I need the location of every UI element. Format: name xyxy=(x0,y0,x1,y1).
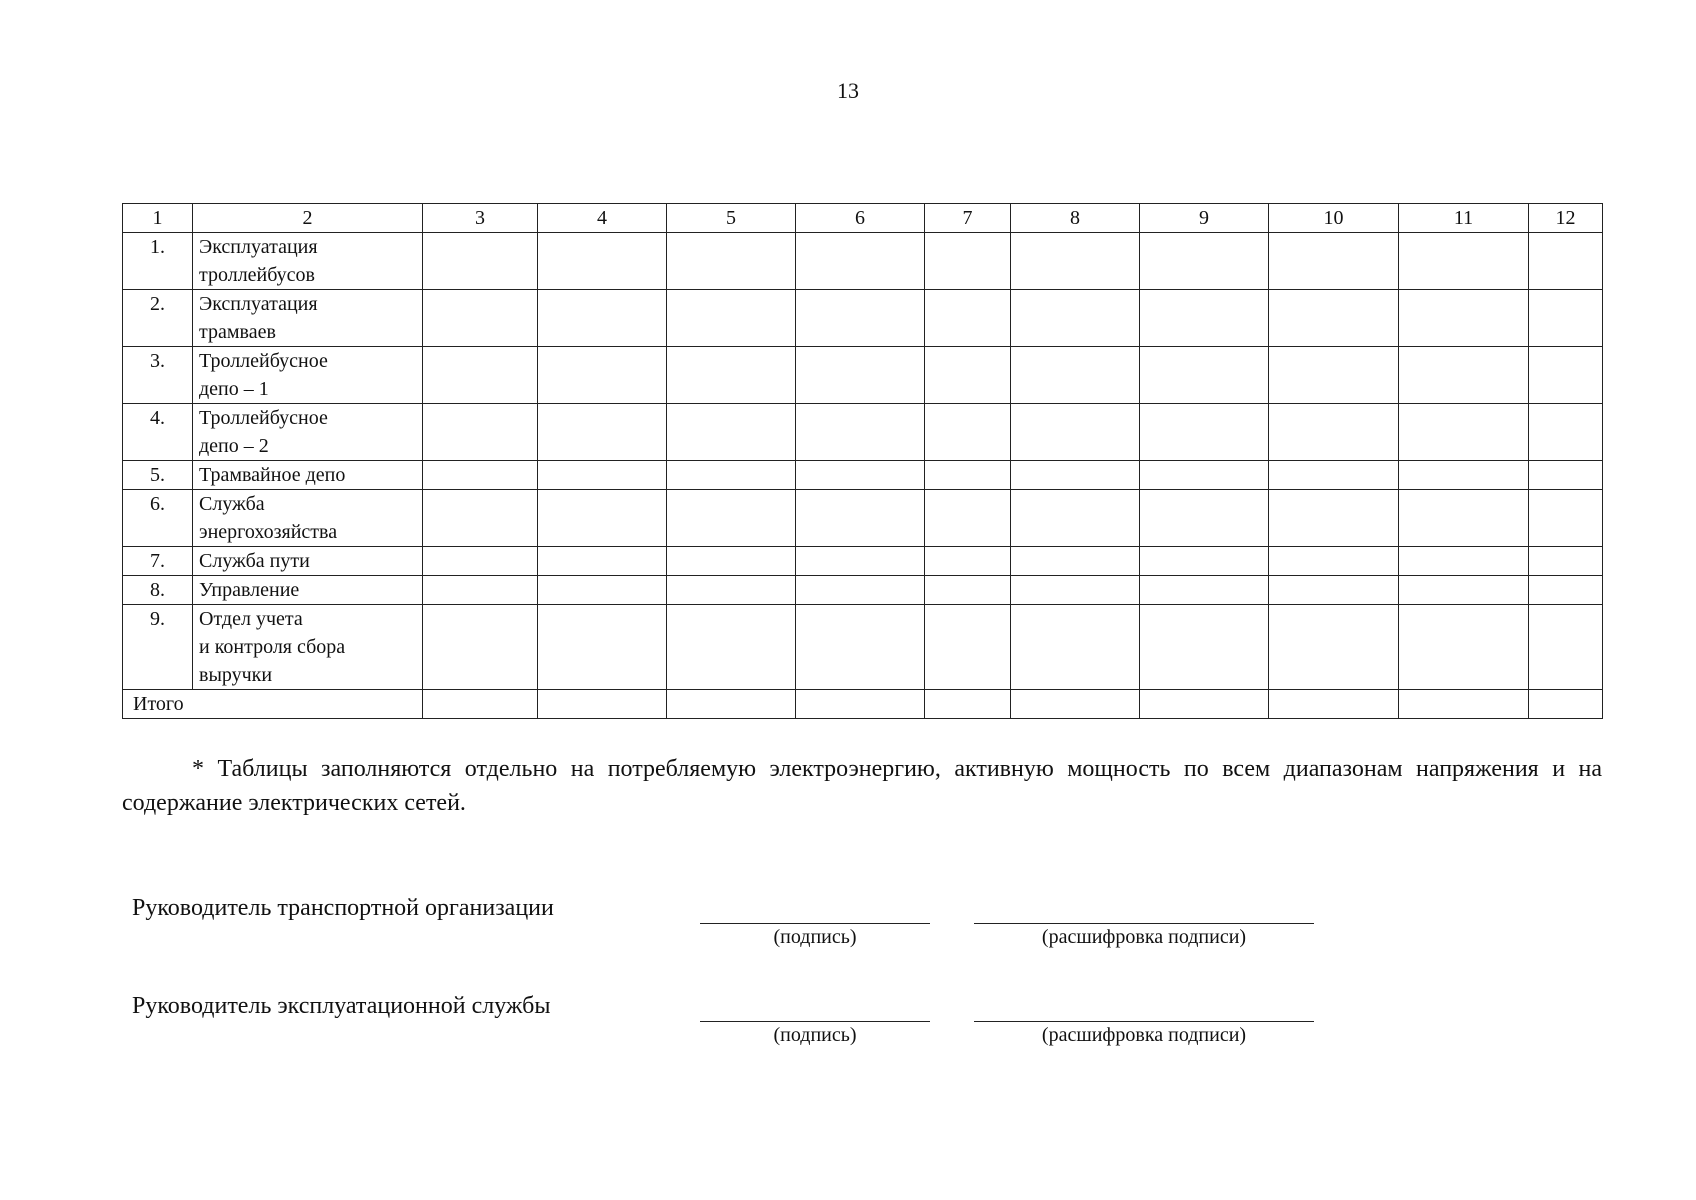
row-name-line: Служба xyxy=(199,493,265,515)
empty-cell[interactable] xyxy=(423,690,538,719)
signature-title: Руководитель транспортной организации xyxy=(132,895,554,921)
empty-cell[interactable] xyxy=(925,404,1011,461)
empty-cell[interactable] xyxy=(423,605,538,690)
empty-cell[interactable] xyxy=(423,233,538,290)
row-name xyxy=(193,347,423,404)
empty-cell[interactable] xyxy=(667,490,796,547)
empty-cell[interactable] xyxy=(1269,605,1399,690)
column-header: 7 xyxy=(925,204,1011,233)
empty-cell[interactable] xyxy=(925,290,1011,347)
empty-cell[interactable] xyxy=(796,605,925,690)
table-row xyxy=(123,461,1603,490)
empty-cell[interactable] xyxy=(1140,404,1269,461)
empty-cell[interactable] xyxy=(423,547,538,576)
empty-cell[interactable] xyxy=(1140,461,1269,490)
empty-cell[interactable] xyxy=(925,233,1011,290)
empty-cell[interactable] xyxy=(423,490,538,547)
empty-cell[interactable] xyxy=(1140,576,1269,605)
row-name xyxy=(193,490,423,547)
row-name xyxy=(193,576,423,605)
column-header: 1 xyxy=(123,204,193,233)
empty-cell[interactable] xyxy=(1399,605,1529,690)
empty-cell[interactable] xyxy=(1011,490,1140,547)
empty-cell[interactable] xyxy=(1269,461,1399,490)
row-number: 2. xyxy=(123,290,193,347)
empty-cell[interactable] xyxy=(925,347,1011,404)
table-row xyxy=(123,547,1603,576)
empty-cell[interactable] xyxy=(423,404,538,461)
row-name xyxy=(193,290,423,347)
empty-cell[interactable] xyxy=(1399,547,1529,576)
empty-cell[interactable] xyxy=(1140,347,1269,404)
empty-cell[interactable] xyxy=(1269,347,1399,404)
empty-cell[interactable] xyxy=(1529,233,1603,290)
empty-cell[interactable] xyxy=(1011,290,1140,347)
empty-cell[interactable] xyxy=(1399,233,1529,290)
row-name xyxy=(193,404,423,461)
row-name-line: Управление xyxy=(199,579,300,601)
empty-cell[interactable] xyxy=(423,461,538,490)
empty-cell[interactable] xyxy=(538,576,667,605)
empty-cell[interactable] xyxy=(1269,233,1399,290)
empty-cell[interactable] xyxy=(1529,461,1603,490)
row-number: 8. xyxy=(123,576,193,605)
row-name-line: Трамвайное депо xyxy=(199,464,346,486)
empty-cell[interactable] xyxy=(796,461,925,490)
empty-cell[interactable] xyxy=(1399,347,1529,404)
table-row xyxy=(123,605,1603,690)
row-name xyxy=(193,605,423,690)
row-number: 3. xyxy=(123,347,193,404)
empty-cell[interactable] xyxy=(667,290,796,347)
row-name-line: Отдел учета xyxy=(199,608,303,630)
total-row xyxy=(123,690,1603,719)
row-number: 4. xyxy=(123,404,193,461)
column-header: 4 xyxy=(538,204,667,233)
empty-cell[interactable] xyxy=(1140,290,1269,347)
empty-cell[interactable] xyxy=(1140,490,1269,547)
column-header: 2 xyxy=(193,204,423,233)
empty-cell[interactable] xyxy=(1011,404,1140,461)
empty-cell[interactable] xyxy=(1399,576,1529,605)
empty-cell[interactable] xyxy=(1399,490,1529,547)
empty-cell[interactable] xyxy=(1399,461,1529,490)
empty-cell[interactable] xyxy=(423,347,538,404)
signature-decode-line[interactable] xyxy=(974,923,1314,924)
empty-cell[interactable] xyxy=(1011,605,1140,690)
empty-cell[interactable] xyxy=(667,347,796,404)
empty-cell[interactable] xyxy=(667,576,796,605)
signature-block-operations xyxy=(122,993,1602,1053)
empty-cell[interactable] xyxy=(925,576,1011,605)
row-name-line: выручки xyxy=(199,664,273,686)
empty-cell[interactable] xyxy=(667,233,796,290)
row-name-line: Троллейбусное xyxy=(199,350,328,372)
column-header: 11 xyxy=(1399,204,1529,233)
empty-cell[interactable] xyxy=(1269,490,1399,547)
empty-cell[interactable] xyxy=(1529,547,1603,576)
row-name-line: и контроля сбора xyxy=(199,636,346,658)
table-row xyxy=(123,233,1603,290)
empty-cell[interactable] xyxy=(1140,690,1269,719)
empty-cell[interactable] xyxy=(925,490,1011,547)
empty-cell[interactable] xyxy=(538,233,667,290)
empty-cell[interactable] xyxy=(1011,233,1140,290)
empty-cell[interactable] xyxy=(1399,290,1529,347)
page-number: 13 xyxy=(837,78,859,103)
empty-cell[interactable] xyxy=(538,690,667,719)
empty-cell[interactable] xyxy=(423,576,538,605)
row-name-line: Эксплуатация xyxy=(199,293,318,315)
row-name-line: энергохозяйства xyxy=(199,521,338,543)
empty-cell[interactable] xyxy=(538,605,667,690)
empty-cell[interactable] xyxy=(538,404,667,461)
signature-caption: (подпись) xyxy=(773,926,857,948)
empty-cell[interactable] xyxy=(667,605,796,690)
empty-cell[interactable] xyxy=(1011,461,1140,490)
empty-cell[interactable] xyxy=(796,576,925,605)
empty-cell[interactable] xyxy=(1399,404,1529,461)
empty-cell[interactable] xyxy=(1529,576,1603,605)
row-name-line: Служба пути xyxy=(199,550,310,572)
empty-cell[interactable] xyxy=(1529,404,1603,461)
row-number: 5. xyxy=(123,461,193,490)
empty-cell[interactable] xyxy=(796,690,925,719)
column-header: 8 xyxy=(1011,204,1140,233)
row-name-line: троллейбусов xyxy=(199,264,315,286)
column-header: 12 xyxy=(1529,204,1603,233)
empty-cell[interactable] xyxy=(796,233,925,290)
empty-cell[interactable] xyxy=(1140,233,1269,290)
empty-cell[interactable] xyxy=(538,290,667,347)
empty-cell[interactable] xyxy=(1269,290,1399,347)
empty-cell[interactable] xyxy=(1011,690,1140,719)
column-header: 5 xyxy=(667,204,796,233)
empty-cell[interactable] xyxy=(796,490,925,547)
empty-cell[interactable] xyxy=(538,490,667,547)
empty-cell[interactable] xyxy=(796,290,925,347)
empty-cell[interactable] xyxy=(1011,576,1140,605)
signature-block-transport-org xyxy=(122,895,1602,955)
row-name-line: депо – 2 xyxy=(199,435,269,457)
empty-cell[interactable] xyxy=(667,461,796,490)
empty-cell[interactable] xyxy=(925,690,1011,719)
empty-cell[interactable] xyxy=(1399,690,1529,719)
column-header: 9 xyxy=(1140,204,1269,233)
consumption-table xyxy=(122,203,1603,719)
empty-cell[interactable] xyxy=(1529,690,1603,719)
row-number: 9. xyxy=(123,605,193,690)
signature-decode-caption: (расшифровка подписи) xyxy=(1041,1024,1247,1046)
empty-cell[interactable] xyxy=(667,547,796,576)
column-header: 10 xyxy=(1269,204,1399,233)
row-number: 7. xyxy=(123,547,193,576)
row-name xyxy=(193,233,423,290)
empty-cell[interactable] xyxy=(1011,547,1140,576)
total-label: Итого xyxy=(123,690,423,719)
table-row xyxy=(123,490,1603,547)
row-number: 6. xyxy=(123,490,193,547)
empty-cell[interactable] xyxy=(1269,576,1399,605)
signature-decode-caption: (расшифровка подписи) xyxy=(1041,926,1247,948)
row-name-line: трамваев xyxy=(199,321,276,343)
signature-line[interactable] xyxy=(700,1021,930,1022)
column-header: 6 xyxy=(796,204,925,233)
empty-cell[interactable] xyxy=(796,547,925,576)
signature-decode-line[interactable] xyxy=(974,1021,1314,1022)
empty-cell[interactable] xyxy=(1011,347,1140,404)
empty-cell[interactable] xyxy=(667,690,796,719)
empty-cell[interactable] xyxy=(1529,605,1603,690)
table-row xyxy=(123,347,1603,404)
row-name-line: депо – 1 xyxy=(199,378,269,400)
empty-cell[interactable] xyxy=(538,547,667,576)
row-name-line: Троллейбусное xyxy=(199,407,328,429)
table-row xyxy=(123,576,1603,605)
table-row xyxy=(123,290,1603,347)
empty-cell[interactable] xyxy=(925,547,1011,576)
empty-cell[interactable] xyxy=(1269,690,1399,719)
empty-cell[interactable] xyxy=(667,404,796,461)
empty-cell[interactable] xyxy=(538,461,667,490)
column-header: 3 xyxy=(423,204,538,233)
empty-cell[interactable] xyxy=(925,605,1011,690)
empty-cell[interactable] xyxy=(538,347,667,404)
empty-cell[interactable] xyxy=(1269,547,1399,576)
empty-cell[interactable] xyxy=(1529,290,1603,347)
table-row xyxy=(123,404,1603,461)
signature-title: Руководитель эксплуатационной службы xyxy=(132,993,551,1019)
empty-cell[interactable] xyxy=(423,290,538,347)
empty-cell[interactable] xyxy=(1529,490,1603,547)
empty-cell[interactable] xyxy=(925,461,1011,490)
row-name-line: Эксплуатация xyxy=(199,236,318,258)
empty-cell[interactable] xyxy=(1140,547,1269,576)
empty-cell[interactable] xyxy=(1140,605,1269,690)
empty-cell[interactable] xyxy=(1529,347,1603,404)
row-name xyxy=(193,547,423,576)
footnote: * Таблицы заполняются отдельно на потребляемую электроэнергию, активную мощность по всем диапазонам напряжения и на содержание электрических сетей. xyxy=(122,756,1602,816)
empty-cell[interactable] xyxy=(1269,404,1399,461)
table-header-row xyxy=(123,204,1603,233)
signature-caption: (подпись) xyxy=(773,1024,857,1046)
row-number: 1. xyxy=(123,233,193,290)
empty-cell[interactable] xyxy=(796,347,925,404)
signature-line[interactable] xyxy=(700,923,930,924)
empty-cell[interactable] xyxy=(796,404,925,461)
row-name xyxy=(193,461,423,490)
